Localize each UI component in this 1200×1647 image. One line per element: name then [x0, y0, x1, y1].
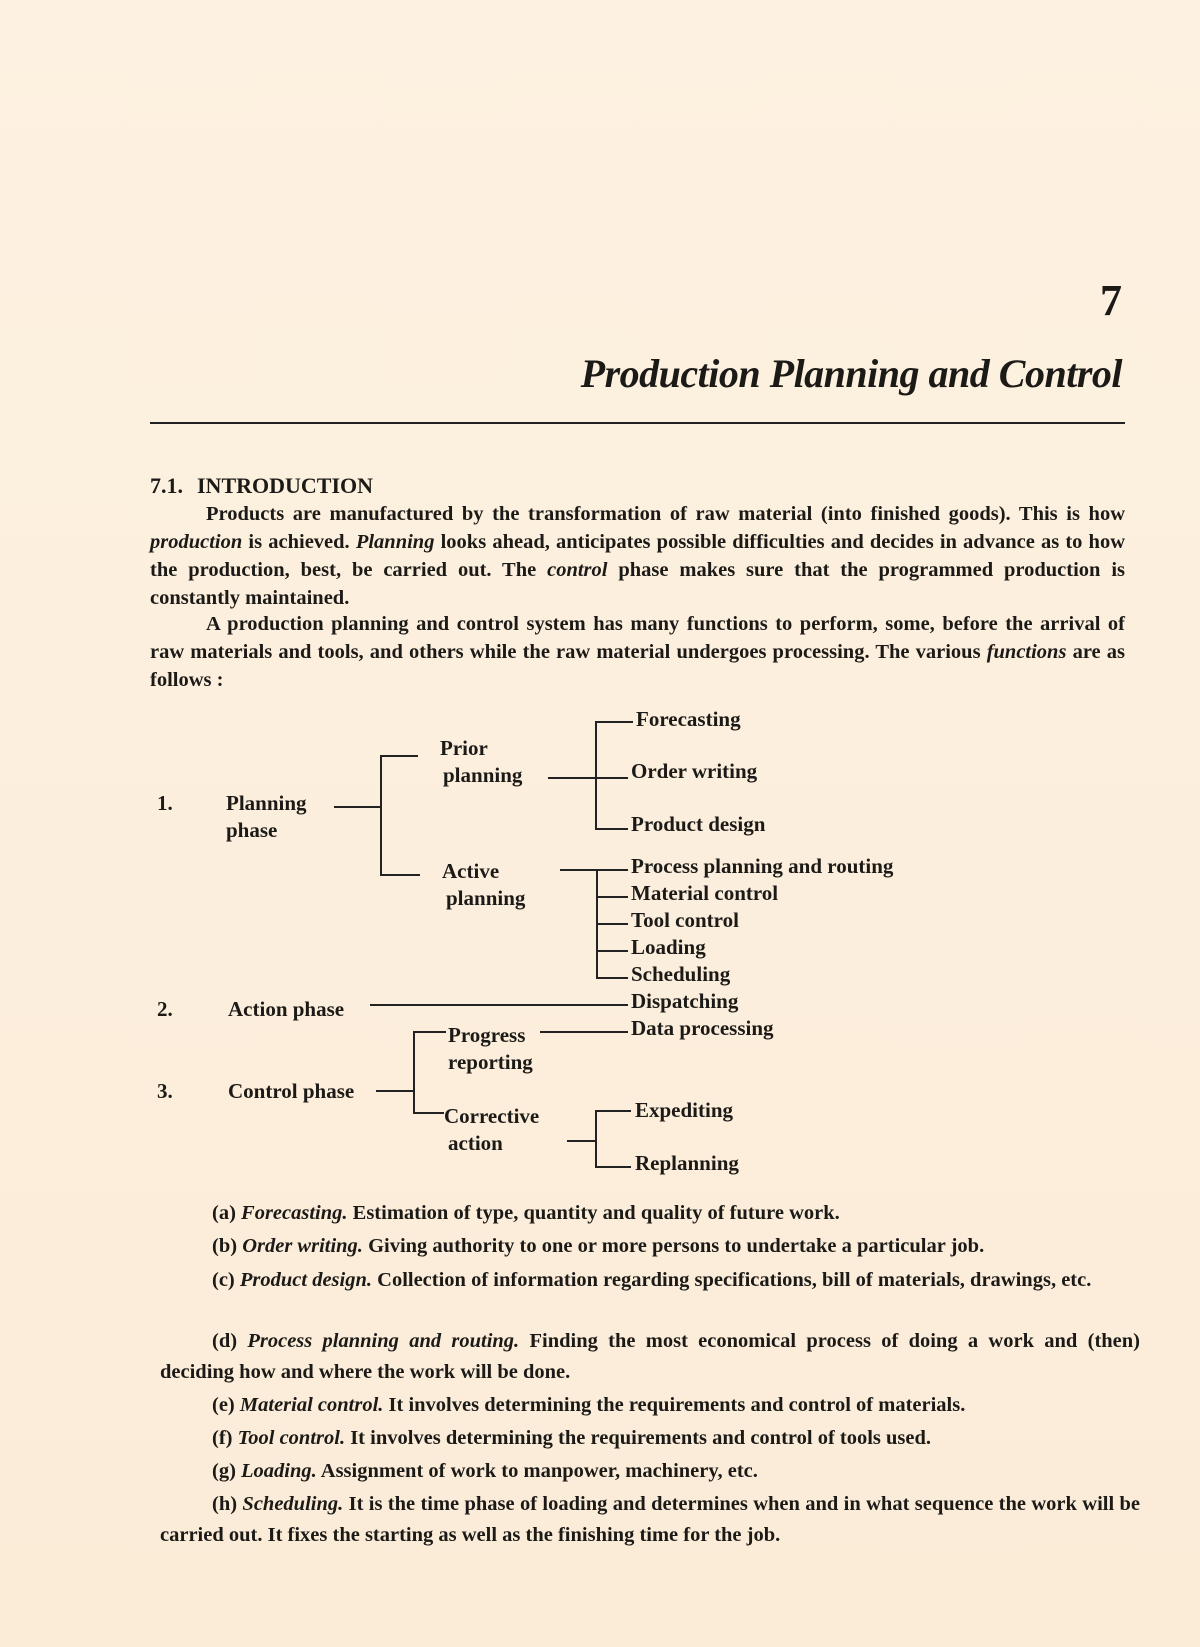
- definition-f: [160, 1423, 1140, 1454]
- connector-line: [376, 1090, 414, 1092]
- connector-line: [595, 721, 633, 723]
- connector-line: [596, 923, 628, 925]
- chapter-number: 7: [1100, 276, 1122, 325]
- definition-label: (f): [212, 1427, 233, 1449]
- leaf-tool-control: Tool control: [631, 908, 739, 932]
- chapter-title: Production Planning and Control: [580, 351, 1122, 396]
- corrective-action-line2: action: [448, 1131, 503, 1155]
- definition-term: Tool control.: [237, 1427, 346, 1449]
- definition-label: (b): [212, 1235, 238, 1257]
- progress-reporting-line1: Progress: [448, 1023, 526, 1047]
- connector-line: [548, 777, 628, 779]
- leaf-process-planning: Process planning and routing: [631, 854, 894, 878]
- prior-planning-line1: Prior: [440, 736, 488, 760]
- connector-line: [370, 1004, 628, 1006]
- definition-c: [160, 1265, 1140, 1296]
- text-run: Products are manufactured by the transformation of raw material (into finished goods). This is how: [206, 503, 1125, 525]
- text-run: phase makes sure that the programmed production is constantly maintained.: [150, 559, 1126, 609]
- definition-d: [160, 1326, 1140, 1388]
- definition-text: Collection of information regarding specifications, bill of materials, drawings, etc.: [372, 1269, 1092, 1291]
- leaf-product-design: Product design: [631, 812, 766, 836]
- definition-term: Product design.: [239, 1269, 373, 1291]
- connector-line: [380, 874, 420, 876]
- active-planning-line2: planning: [446, 886, 526, 910]
- leaf-dispatching: Dispatching: [631, 989, 739, 1013]
- phase-1-label-line1: Planning: [226, 791, 307, 815]
- definition-g: [160, 1456, 1140, 1487]
- definition-label: (e): [212, 1394, 235, 1416]
- definition-term: Forecasting.: [241, 1202, 348, 1224]
- phase-2-number: 2.: [157, 997, 173, 1021]
- definition-term: Order writing.: [242, 1235, 363, 1257]
- connector-line: [560, 869, 628, 871]
- text-run: are as follows :: [150, 641, 1125, 691]
- definition-text: Estimation of type, quantity and quality of future work.: [347, 1202, 840, 1224]
- connector-line: [595, 1110, 631, 1112]
- phase-3-label: Control phase: [228, 1079, 355, 1103]
- emphasis-functions: functions: [986, 641, 1067, 663]
- connector-line: [540, 1031, 628, 1033]
- text-run: is achieved.: [242, 531, 356, 553]
- definition-term: Scheduling.: [242, 1493, 344, 1515]
- definition-term: Loading.: [241, 1460, 317, 1482]
- definition-label: (h): [212, 1493, 238, 1515]
- text-run: A production planning and control system has many functions to perform, some, before the arrival of raw materials and tools, and others while the raw material undergoes processing. The various: [150, 613, 1125, 663]
- definition-text: Assignment of work to manpower, machinery, etc.: [316, 1460, 758, 1482]
- leaf-loading: Loading: [631, 935, 706, 959]
- leaf-forecasting: Forecasting: [636, 707, 741, 731]
- connector-line: [595, 721, 597, 829]
- section-title: INTRODUCTION: [197, 473, 374, 498]
- connector-line: [380, 755, 382, 875]
- phase-1-number: 1.: [157, 791, 173, 815]
- emphasis-planning: Planning: [355, 531, 435, 553]
- definition-term: Material control.: [239, 1394, 384, 1416]
- definition-e: [160, 1390, 1140, 1421]
- connector-line: [334, 806, 380, 808]
- connector-line: [595, 828, 628, 830]
- definition-text: It involves determining the requirements and control of tools used.: [345, 1427, 932, 1449]
- definition-a: [160, 1198, 1140, 1229]
- definition-term: Process planning and routing.: [247, 1330, 520, 1352]
- connector-line: [596, 896, 628, 898]
- connector-line: [413, 1031, 446, 1033]
- definition-label: (d): [212, 1330, 238, 1352]
- connector-line: [413, 1031, 415, 1113]
- definition-text: It involves determining the requirements and control of materials.: [383, 1394, 966, 1416]
- emphasis-control: control: [547, 559, 608, 581]
- connector-line: [595, 1110, 597, 1167]
- definition-h: [160, 1489, 1140, 1551]
- connector-line: [567, 1140, 595, 1142]
- leaf-replanning: Replanning: [635, 1151, 739, 1175]
- definition-text: It is the time phase of loading and determines when and in what sequence the work will be carried out. It fixes the starting as well as the finishing time for the job.: [160, 1493, 1141, 1546]
- connector-line: [596, 950, 628, 952]
- leaf-scheduling: Scheduling: [631, 962, 731, 986]
- connector-line: [596, 977, 628, 979]
- corrective-action-line1: Corrective: [444, 1104, 540, 1128]
- definition-label: (g): [212, 1460, 236, 1482]
- text-run: looks ahead, anticipates possible difficulties and decides in advance as to how the production, best, be carried out. The: [150, 531, 1126, 581]
- connector-line: [380, 755, 418, 757]
- phase-3-number: 3.: [157, 1079, 173, 1103]
- phase-1-label-line2: phase: [226, 818, 278, 842]
- leaf-data-processing: Data processing: [631, 1016, 774, 1040]
- active-planning-line1: Active: [442, 859, 500, 883]
- progress-reporting-line2: reporting: [448, 1050, 533, 1074]
- leaf-material-control: Material control: [631, 881, 779, 905]
- connector-line: [595, 1166, 631, 1168]
- definition-label: (c): [212, 1269, 235, 1291]
- definition-b: [160, 1231, 1140, 1262]
- emphasis-production: production: [150, 531, 243, 553]
- section-number: 7.1.: [150, 473, 183, 498]
- connector-line: [413, 1112, 444, 1114]
- definition-label: (a): [212, 1202, 236, 1224]
- prior-planning-line2: planning: [443, 763, 523, 787]
- phase-2-label: Action phase: [228, 997, 345, 1021]
- leaf-order-writing: Order writing: [631, 759, 758, 783]
- definition-text: Finding the most economical process of doing a work and (then) deciding how and where the work will be done.: [160, 1330, 1140, 1383]
- leaf-expediting: Expediting: [635, 1098, 734, 1122]
- definition-text: Giving authority to one or more persons to undertake a particular job.: [362, 1235, 985, 1257]
